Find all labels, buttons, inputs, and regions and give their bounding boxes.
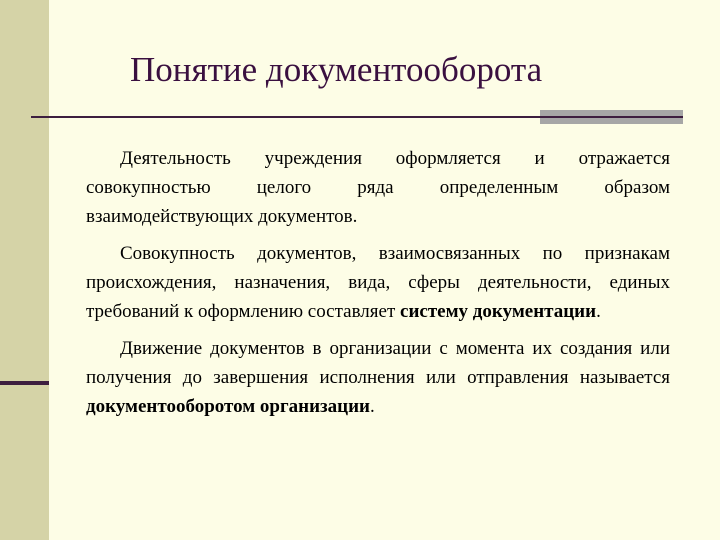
left-decorative-bar [0, 0, 49, 540]
paragraph-3-text: Движение документов в организации с момента их создания или получения до завершения исполнения или отправления называется [86, 338, 670, 388]
paragraph-2-text: Совокупность документов, взаимосвязанных по признакам происхождения, назначения, вида, сферы деятельности, единых требований к оформлению составляет [86, 243, 670, 322]
paragraph-3-end: . [370, 396, 375, 417]
left-bar-divider [0, 381, 49, 385]
paragraph-activity [86, 144, 670, 231]
paragraph-document-flow [86, 334, 670, 421]
paragraph-2-end: . [596, 301, 601, 322]
slide-body [86, 144, 670, 429]
title-underline-rule [31, 116, 683, 118]
term-documentation-system: систему документации [400, 301, 597, 322]
term-document-flow: документооборотом организации [86, 396, 370, 417]
paragraph-1-text: Деятельность учреждения оформляется и отражается совокупностью целого ряда определенным образом взаимодействующих документов. [86, 148, 670, 227]
slide-title: Понятие документооборота [130, 50, 543, 89]
paragraph-documentation-system [86, 239, 670, 326]
